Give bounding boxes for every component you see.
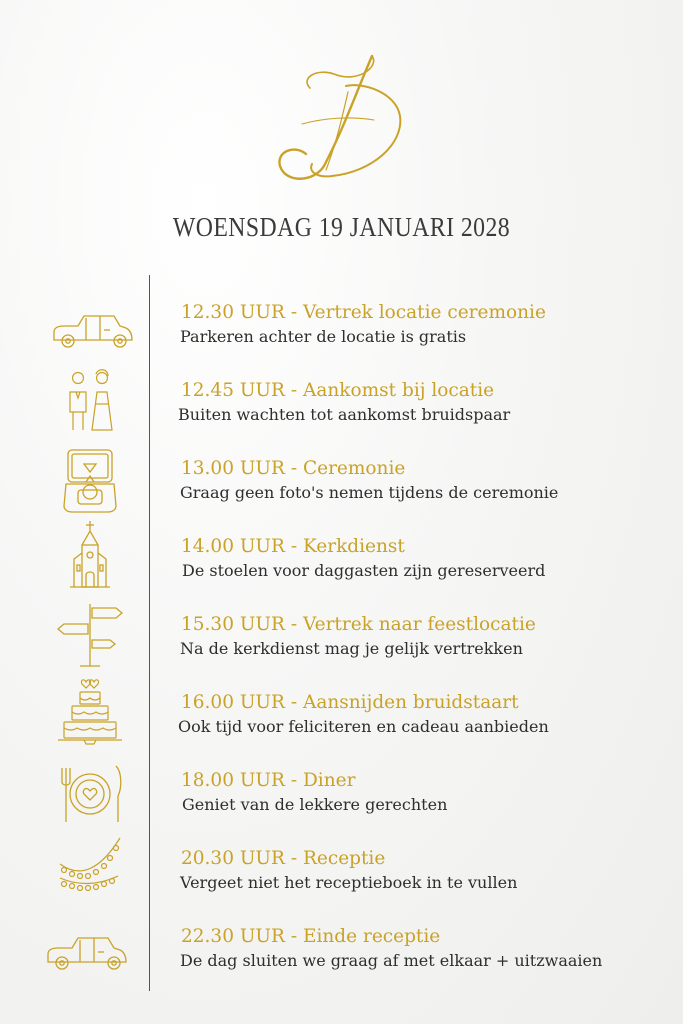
event-description: De stoelen voor daggasten zijn gereserveerd bbox=[182, 561, 546, 580]
bunting-icon bbox=[40, 834, 140, 904]
dinner-plate-icon bbox=[40, 756, 140, 826]
event-title: 20.30 UUR - Receptie bbox=[181, 848, 386, 869]
event-title: 12.45 UUR - Aankomst bij locatie bbox=[181, 380, 495, 401]
event-title: 14.00 UUR - Kerkdienst bbox=[181, 536, 405, 557]
event-description: De dag sluiten we graag af met elkaar + uitzwaaien bbox=[180, 951, 603, 970]
timeline-event bbox=[0, 848, 683, 926]
event-description: Ook tijd voor feliciteren en cadeau aanbieden bbox=[178, 717, 549, 736]
car-icon bbox=[40, 294, 140, 364]
event-description: Na de kerkdienst mag je gelijk vertrekken bbox=[180, 639, 523, 658]
event-title: 15.30 UUR - Vertrek naar feestlocatie bbox=[181, 614, 536, 635]
timeline-event bbox=[0, 926, 683, 1004]
event-description: Buiten wachten tot aankomst bruidspaar bbox=[178, 405, 511, 424]
event-description: Graag geen foto's nemen tijdens de ceremonie bbox=[180, 483, 559, 502]
event-title: 18.00 UUR - Diner bbox=[181, 770, 356, 791]
church-icon bbox=[40, 519, 140, 589]
signpost-icon bbox=[40, 600, 140, 670]
event-description: Geniet van de lekkere gerechten bbox=[182, 795, 448, 814]
couple-icon bbox=[40, 364, 140, 434]
event-title: 16.00 UUR - Aansnijden bruidstaart bbox=[181, 692, 519, 713]
monogram-logo bbox=[262, 48, 412, 188]
event-description: Parkeren achter de locatie is gratis bbox=[180, 327, 467, 346]
event-description: Vergeet niet het receptieboek in te vullen bbox=[180, 873, 518, 892]
ring-box-icon bbox=[40, 446, 140, 516]
car-icon bbox=[34, 916, 134, 986]
event-title: 12.30 UUR - Vertrek locatie ceremonie bbox=[181, 302, 546, 323]
event-title: 22.30 UUR - Einde receptie bbox=[181, 926, 441, 947]
wedding-cake-icon bbox=[40, 676, 140, 746]
event-title: 13.00 UUR - Ceremonie bbox=[181, 458, 406, 479]
event-date: WOENSDAG 19 JANUARI 2028 bbox=[172, 212, 511, 242]
